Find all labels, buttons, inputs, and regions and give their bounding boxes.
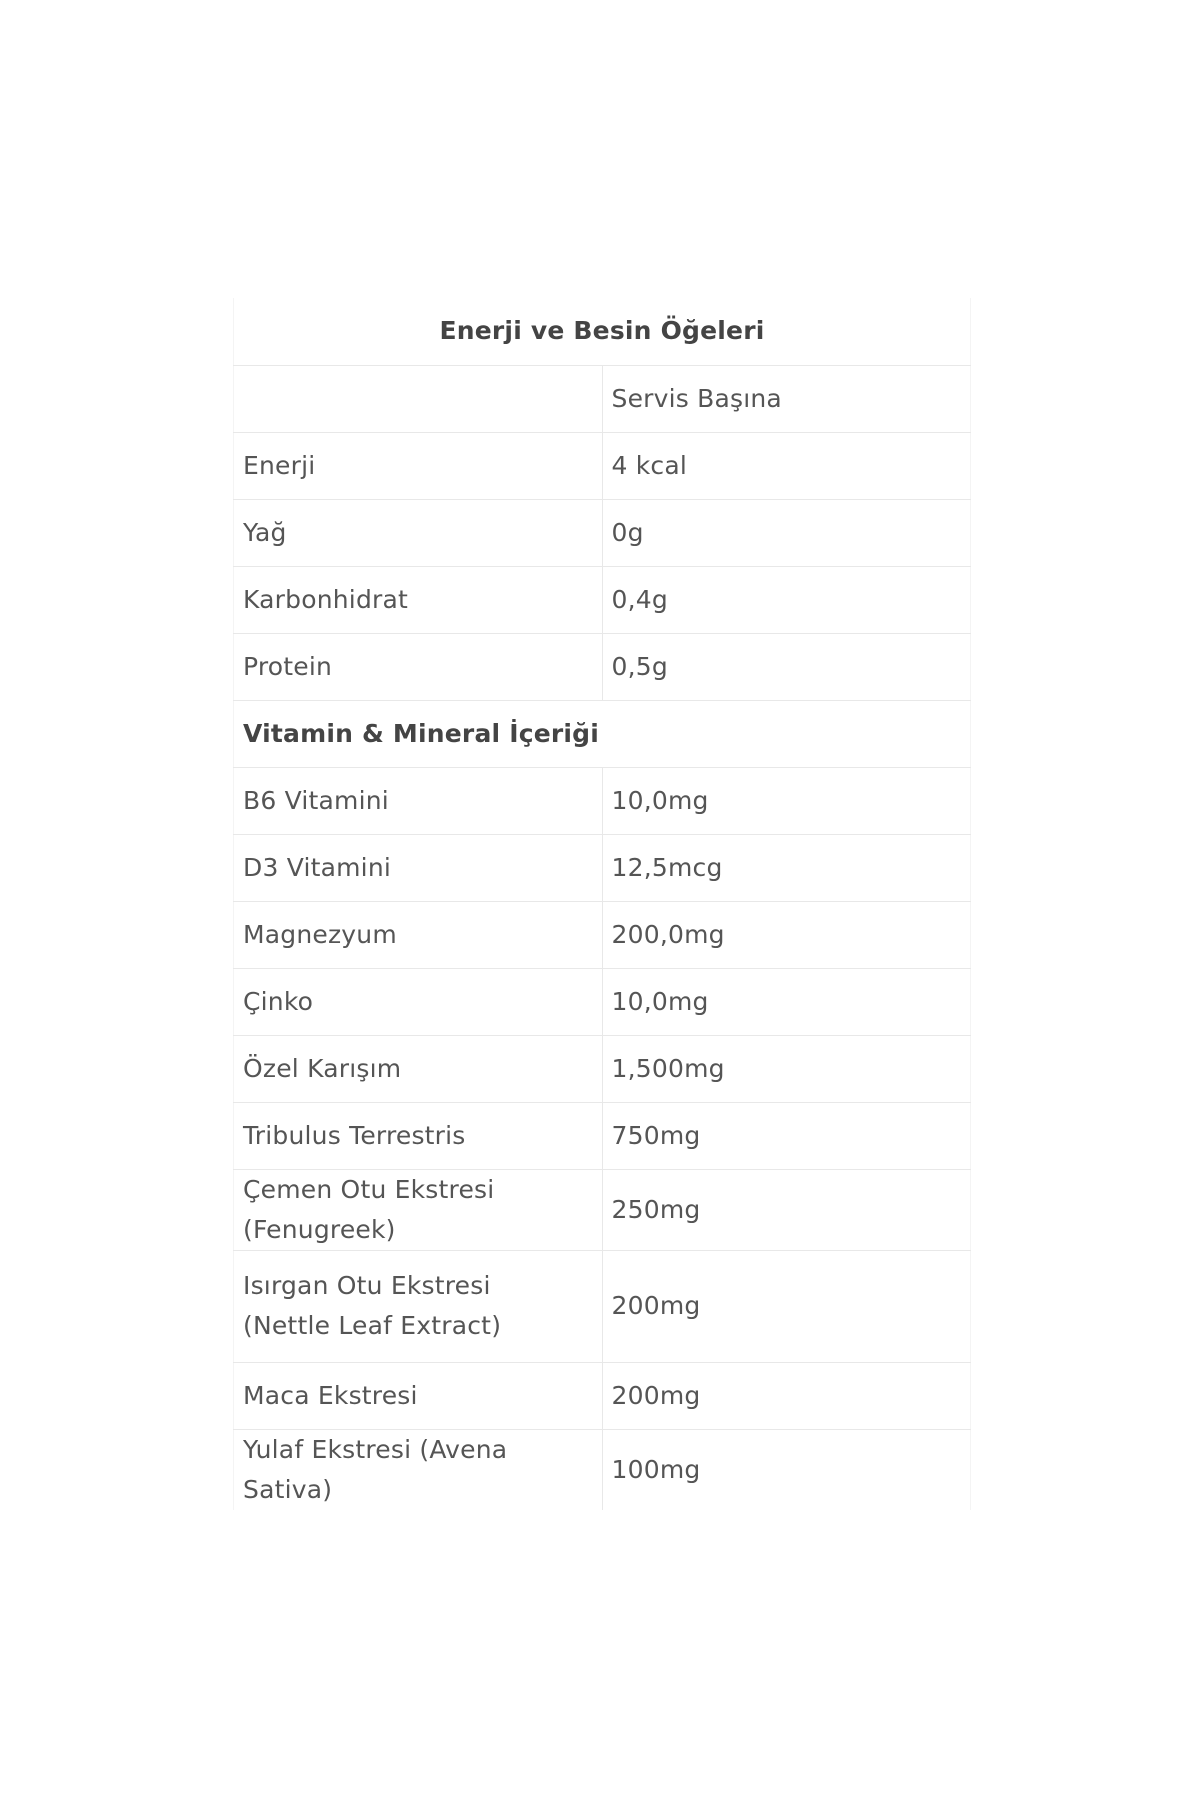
header-name-cell: [234, 365, 603, 432]
table-row: [234, 968, 971, 1035]
table-row: [234, 633, 971, 700]
nutrient-name: Maca Ekstresi: [234, 1362, 603, 1429]
header-serving-label: Servis Başına: [602, 365, 971, 432]
nutrient-name: Yağ: [234, 499, 603, 566]
nutrient-value: 4 kcal: [602, 432, 971, 499]
nutrient-value: 750mg: [602, 1102, 971, 1169]
nutrient-name: Yulaf Ekstresi (Avena Sativa): [234, 1429, 603, 1510]
table-row: [234, 767, 971, 834]
table-row: [234, 566, 971, 633]
nutrient-value: 200mg: [602, 1362, 971, 1429]
nutrient-name: D3 Vitamini: [234, 834, 603, 901]
table-row: [234, 1102, 971, 1169]
nutrient-name: Enerji: [234, 432, 603, 499]
table-row: [234, 499, 971, 566]
nutrient-value: 10,0mg: [602, 968, 971, 1035]
nutrient-name: Isırgan Otu Ekstresi (Nettle Leaf Extract): [234, 1250, 603, 1362]
table-row: [234, 1169, 971, 1250]
nutrient-value: 1,500mg: [602, 1035, 971, 1102]
nutrient-value: 0g: [602, 499, 971, 566]
nutrient-value: 0,4g: [602, 566, 971, 633]
table-row: [234, 1362, 971, 1429]
nutrient-name: Tribulus Terrestris: [234, 1102, 603, 1169]
nutrient-value: 100mg: [602, 1429, 971, 1510]
nutrition-table: [233, 298, 971, 1510]
table-header-row: [234, 365, 971, 432]
nutrient-name: Karbonhidrat: [234, 566, 603, 633]
table-row: [234, 1429, 971, 1510]
section-title: Vitamin & Mineral İçeriği: [234, 700, 971, 767]
nutrient-value: 10,0mg: [602, 767, 971, 834]
nutrient-value: 12,5mcg: [602, 834, 971, 901]
table-row: [234, 432, 971, 499]
nutrient-name: Magnezyum: [234, 901, 603, 968]
table-title-row: [234, 298, 971, 365]
table-row: [234, 901, 971, 968]
nutrient-name: B6 Vitamini: [234, 767, 603, 834]
table-row: [234, 1250, 971, 1362]
nutrient-value: 0,5g: [602, 633, 971, 700]
nutrient-name: Özel Karışım: [234, 1035, 603, 1102]
nutrient-name: Çemen Otu Ekstresi (Fenugreek): [234, 1169, 603, 1250]
nutrient-name: Çinko: [234, 968, 603, 1035]
nutrient-value: 200mg: [602, 1250, 971, 1362]
table-title: Enerji ve Besin Öğeleri: [234, 298, 971, 365]
section-row: [234, 700, 971, 767]
table-row: [234, 834, 971, 901]
table-row: [234, 1035, 971, 1102]
nutrient-value: 250mg: [602, 1169, 971, 1250]
nutrient-name: Protein: [234, 633, 603, 700]
nutrient-value: 200,0mg: [602, 901, 971, 968]
